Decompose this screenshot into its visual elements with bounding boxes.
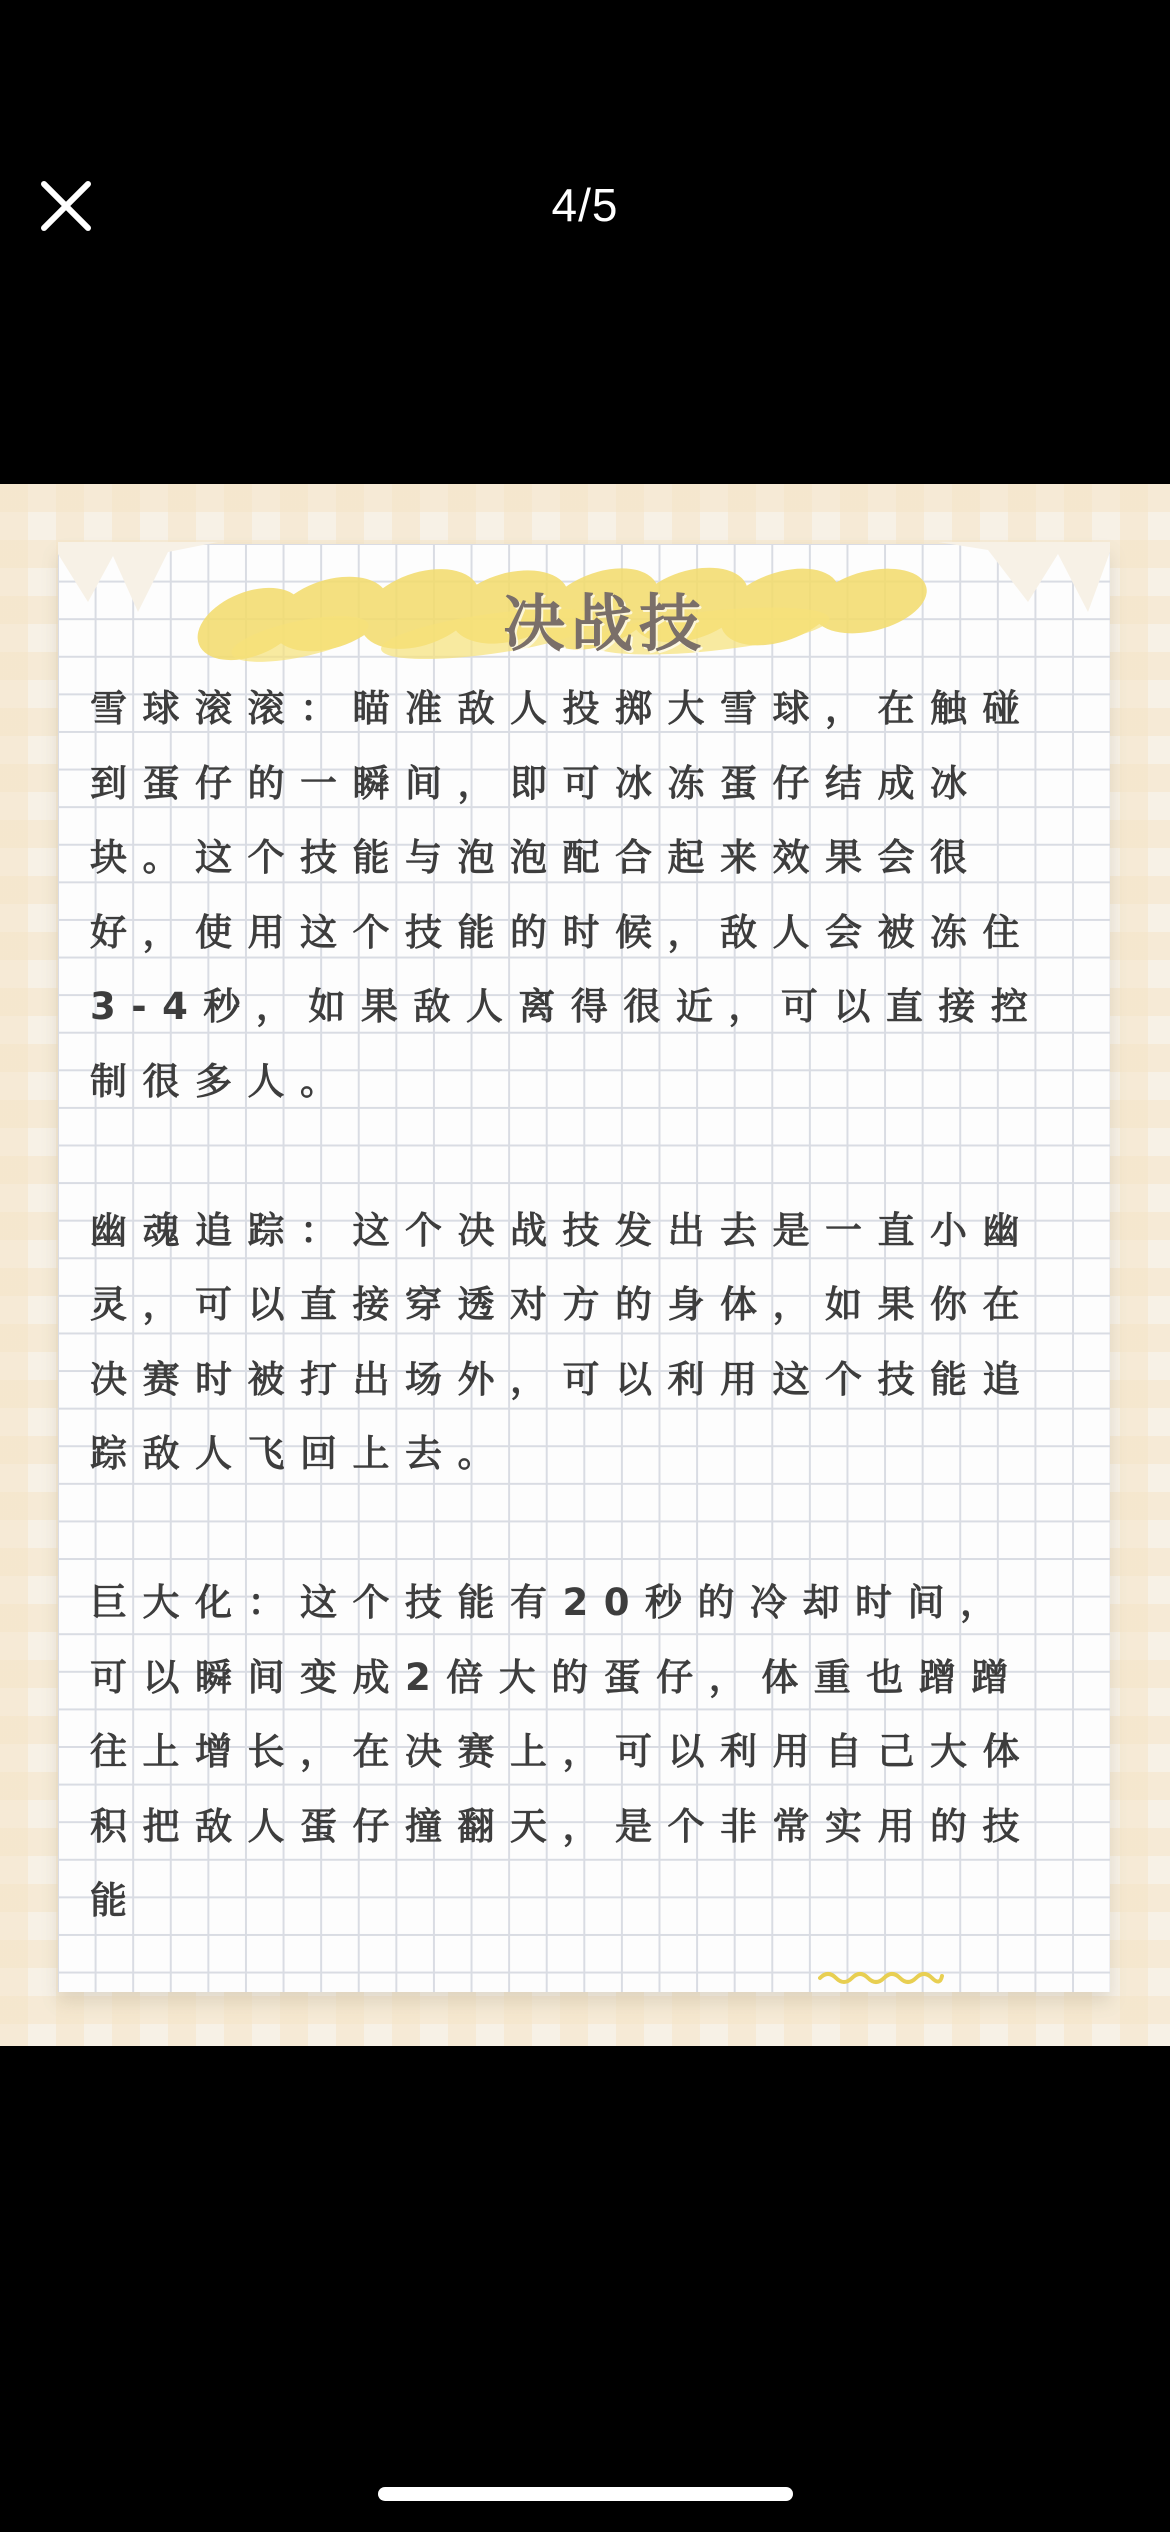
decorative-squiggle bbox=[818, 1968, 944, 1986]
paragraph-snowball: 雪球滚滚：瞄准敌人投掷大雪球，在触碰到蛋仔的一瞬间，即可冰冻蛋仔结成冰块。这个技能与泡泡配合起来效果会很好，使用这个技能的时候，敌人会被冻住3-4秒，如果敌人离得很近，可以直接控制很多人。 bbox=[90, 687, 1044, 1103]
home-indicator[interactable] bbox=[378, 2487, 793, 2501]
page-counter: 4/5 bbox=[551, 179, 619, 231]
note-image[interactable] bbox=[0, 484, 1170, 2046]
paragraph-ghost-tracking: 幽魂追踪：这个决战技发出去是一直小幽灵，可以直接穿透对方的身体，如果你在决赛时被打出场外，可以利用这个技能追踪敌人飞回上去。 bbox=[90, 1208, 1035, 1475]
note-body bbox=[90, 672, 1050, 1939]
viewer-top-bar bbox=[0, 0, 1170, 484]
paragraph-giant: 巨大化：这个技能有20秒的冷却时间，可以瞬间变成2倍大的蛋仔，体重也蹭蹭往上增长，在决赛上，可以利用自己大体积把敌人蛋仔撞翻天，是个非常实用的技能 bbox=[90, 1581, 1035, 1922]
note-title: 决战技 bbox=[502, 587, 707, 660]
